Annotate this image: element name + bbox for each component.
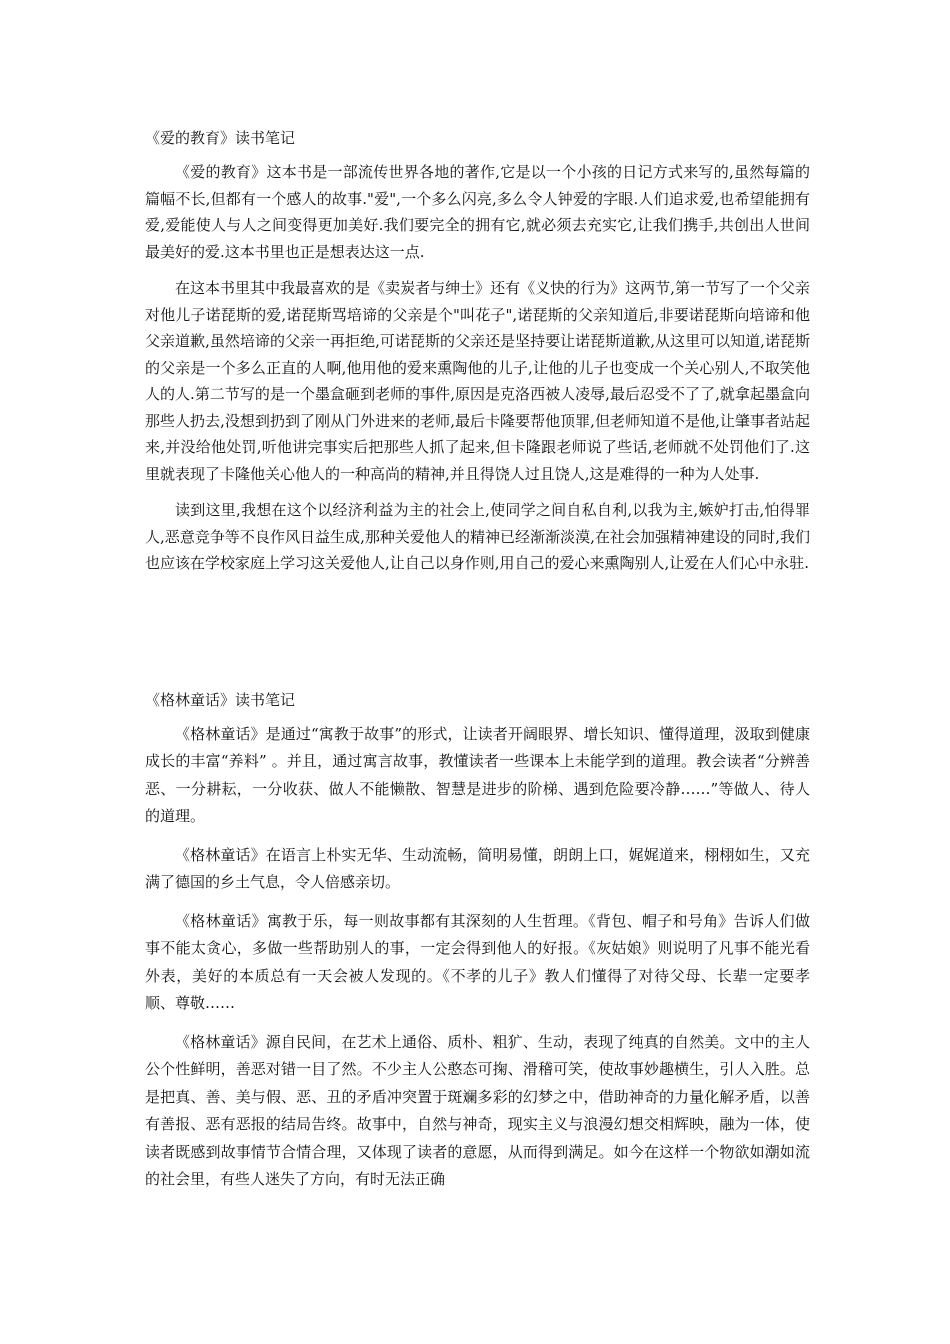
essay-grimm-fairy-tales [145, 687, 810, 1194]
essay-love-education [145, 125, 810, 577]
essay-paragraph: 《格林童话》源自民间，在艺术上通俗、质朴、粗犷、生动，表现了纯真的自然美。文中的主人公个性鲜明，善恶对错一目了然。不少主人公憨态可掬、滑稽可笑，使故事妙趣横生，引人入胜。总是把真、善、美与假、恶、丑的矛盾冲突置于斑斓多彩的幻梦之中，借助神奇的力量化解矛盾，以善有善报、恶有恶报的结局告终。故事中，自然与神奇，现实主义与浪漫幻想交相辉映，融为一体，使读者既感到故事情节合情合理，又体现了读者的意愿，从而得到满足。如今在这样一个物欲如潮如流的社会里，有些人迷失了方向，有时无法正确 [145, 1032, 810, 1188]
essay-paragraph: 在这本书里其中我最喜欢的是《卖炭者与绅士》还有《义快的行为》这两节,第一节写了一个父亲对他儿子诺琵斯的爱,诺琵斯骂培谛的父亲是个"叫花子",诺琵斯的父亲知道后,非要诺琵斯向培谛和他父亲道歉,虽然培谛的父亲一再拒绝,可诺琵斯的父亲还是坚持要让诺琵斯道歉,从这里可以知道,诺琵斯的父亲是一个多么正直的人啊,他用他的爱来熏陶他的儿子,让他的儿子也变成一个关心别人,不取笑他人的人.第二节写的是一个墨盒砸到老师的事件,原因是克洛西被人凌辱,最后忍受不了了,就拿起墨盒向那些人扔去,没想到扔到了刚从门外进来的老师,最后卡隆要帮他顶罪,但老师知道不是他,让肇事者站起来,并没给他处罚,听他讲完事实后把那些人抓了起来,但卡隆跟老师说了些话,老师就不处罚他们了.这里就表现了卡隆他关心他人的一种高尚的精神,并且得饶人过且饶人,这是难得的一种为人处事. [145, 279, 810, 483]
essay-paragraph: 《爱的教育》这本书是一部流传世界各地的著作,它是以一个小孩的日记方式来写的,虽然每篇的篇幅不长,但都有一个感人的故事."爱",一个多么闪亮,多么令人钟爱的字眼.人们追求爱,也希望能拥有爱,爱能使人与人之间变得更加美好.我们要完全的拥有它,就必须去充实它,让我们携手,共创出人世间最美好的爱.这本书里也正是想表达这一点. [145, 163, 810, 261]
essay-paragraph: 读到这里,我想在这个以经济利益为主的社会上,使同学之间自私自利,以我为主,嫉妒打击,怕得罪人,恶意竞争等不良作风日益生成,那种关爱他人的精神已经渐渐淡漠,在社会加强精神建设的同时,我们也应该在学校家庭上学习这关爱他人,让自己以身作则,用自己的爱心来熏陶别人,让爱在人们心中永驻. [145, 501, 810, 572]
essay-title: 《爱的教育》读书笔记 [145, 129, 296, 147]
essay-title: 《格林童话》读书笔记 [145, 690, 296, 709]
essay-paragraph: 《格林童话》在语言上朴实无华、生动流畅，简明易懂，朗朗上口，娓娓道来，栩栩如生，又充满了德国的乡土气息，令人倍感亲切。 [145, 845, 810, 891]
essay-paragraph: 《格林童话》是通过“寓教于故事”的形式，让读者开阔眼界、增长知识、懂得道理，汲取到健康成长的丰富“养料” 。并且，通过寓言故事，教懂读者一些课本上未能学到的道理。教会读者“分辨善恶、一分耕耘，一分收获、做人不能懒散、智慧是进步的阶梯、遇到危险要冷静……”等做人、待人的道理。 [145, 724, 810, 825]
essay-paragraph: 《格林童话》寓教于乐，每一则故事都有其深刻的人生哲理。《背包、帽子和号角》告诉人们做事不能太贪心，多做一些帮助别人的事，一定会得到他人的好报。《灰姑娘》则说明了凡事不能光看外表，美好的本质总有一天会被人发现的。《不孝的儿子》教人们懂得了对待父母、长辈一定要孝顺、尊敬…… [145, 911, 810, 1012]
document-page [145, 125, 810, 1205]
